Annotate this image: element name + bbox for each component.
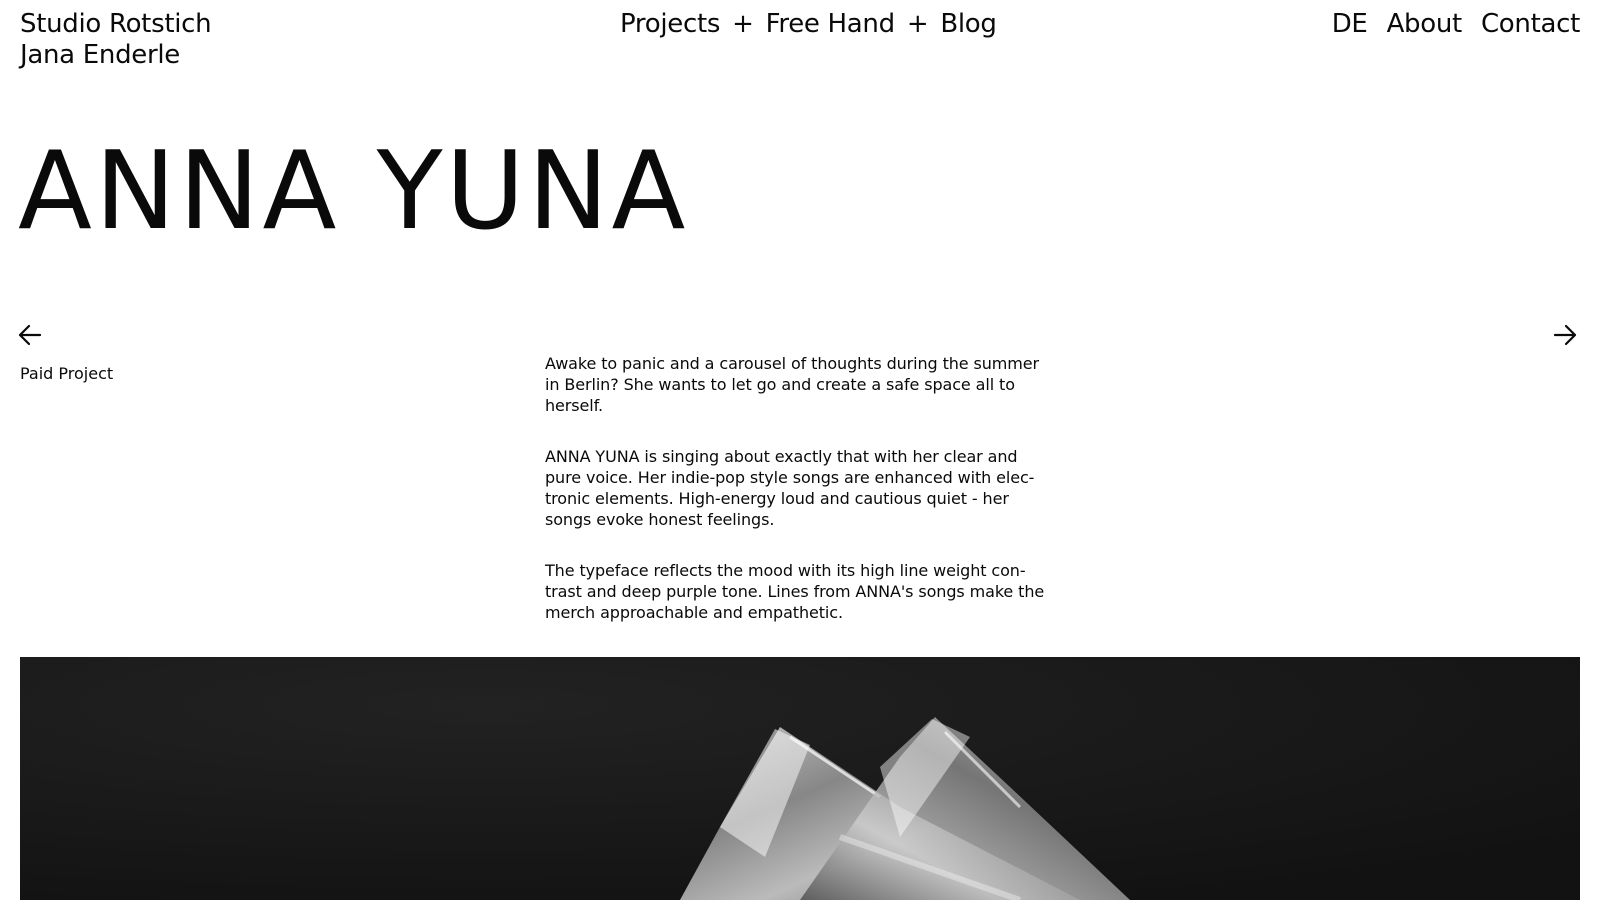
nav-separator: +: [732, 9, 754, 39]
description-paragraph: The typeface reflects the mood with its high line weight con-trast and deep purple tone. Lines from ANNA's songs make the merch approachable and empathetic.: [545, 561, 1045, 622]
arrow-left-icon: [17, 322, 43, 348]
plastic-bags-photo: [20, 657, 1580, 900]
project-description: [545, 353, 1055, 653]
description-paragraph: ANNA YUNA is singing about exactly that with her clear and pure voice. Her indie-pop style songs are enhanced with elec-tronic elements. High-energy loud and cautious quiet - her songs evoke honest feelings.: [545, 447, 1035, 529]
nav-free-hand[interactable]: Free Hand: [765, 9, 895, 39]
hero-image: [20, 657, 1580, 900]
next-project-button[interactable]: [1552, 322, 1578, 348]
prev-project-button[interactable]: [17, 322, 43, 348]
secondary-nav: [1332, 9, 1580, 40]
nav-projects[interactable]: Projects: [620, 9, 721, 39]
nav-separator: +: [906, 9, 929, 39]
description-paragraph: Awake to panic and a carousel of thoughts during the summer in Berlin? She wants to let go and create a safe space all to herself.: [545, 354, 1039, 415]
brand-studio-name[interactable]: Studio Rotstich: [20, 9, 212, 39]
project-type-label: Paid Project: [20, 364, 114, 383]
page-title: ANNA YUNA: [18, 129, 689, 254]
brand[interactable]: [20, 9, 211, 71]
main-nav: [620, 9, 997, 40]
brand-person-name[interactable]: Jana Enderle: [20, 40, 180, 70]
nav-blog[interactable]: Blog: [940, 9, 997, 39]
language-switch-de[interactable]: DE: [1331, 9, 1368, 39]
nav-contact[interactable]: Contact: [1480, 9, 1580, 39]
nav-about[interactable]: About: [1386, 9, 1462, 39]
arrow-right-icon: [1552, 322, 1578, 348]
